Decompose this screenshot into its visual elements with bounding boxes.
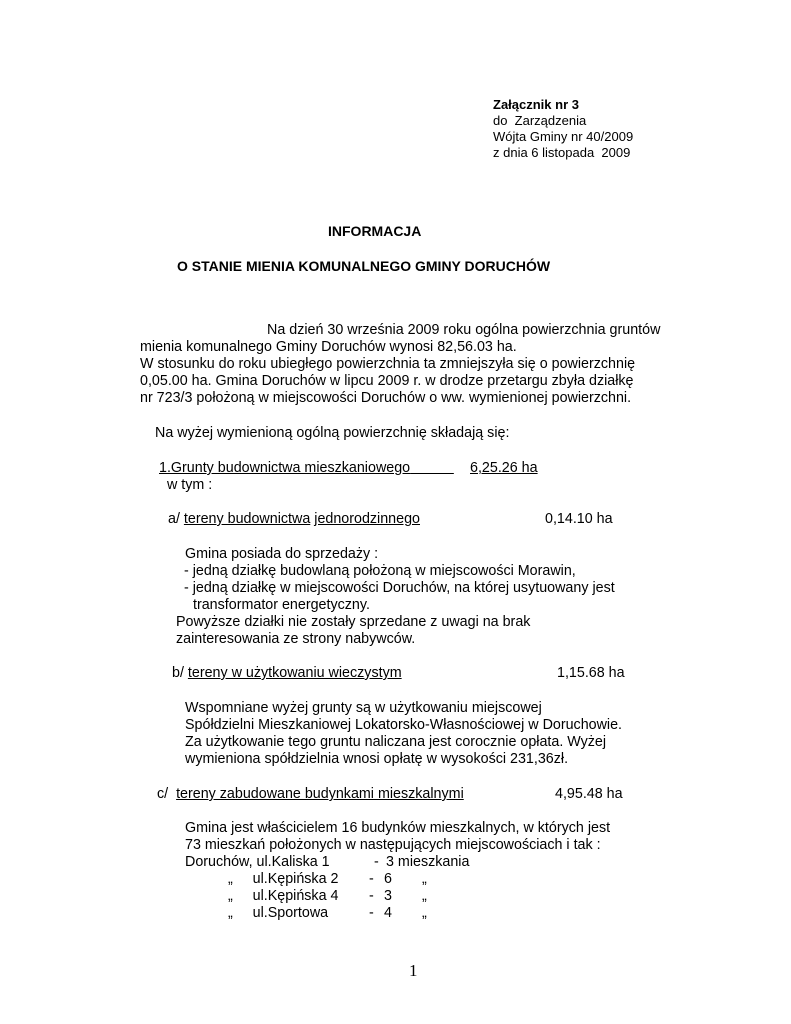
- document-subheading: O STANIE MIENIA KOMUNALNEGO GMINY DORUCHÓW: [177, 258, 551, 274]
- item-a-heading: [168, 511, 420, 528]
- apartment-row-place: Doruchów, ul.Kaliska 1: [185, 854, 330, 870]
- apartment-row-dash: -: [369, 871, 374, 887]
- apartment-row-ditto: „: [422, 871, 427, 887]
- item-b-line-3: Za użytkowanie tego gruntu naliczana jest corocznie opłata. Wyżej: [185, 734, 607, 750]
- apartment-row-place: „ ul.Sportowa: [228, 905, 329, 921]
- item-a-line-1: Gmina posiada do sprzedaży :: [185, 546, 379, 562]
- section-1-gap: [410, 460, 454, 476]
- item-a-label-1: tereny budownictwa: [183, 511, 311, 527]
- apartment-row-dash: -: [369, 888, 374, 904]
- item-c-line-2: 73 mieszkań położonych w następujących miejscowościach i tak :: [185, 837, 601, 853]
- item-a-prefix: a/: [168, 511, 184, 527]
- item-c-prefix: c/: [157, 786, 177, 802]
- item-a-line-3: - jedną działkę w miejscowości Doruchów, na której usytuowany jest: [184, 580, 615, 596]
- item-a-line-5: Powyższe działki nie zostały sprzedane z uwagi na brak: [176, 614, 531, 630]
- item-a-line-4: transformator energetyczny.: [193, 597, 370, 613]
- apartment-row-count: 3: [384, 888, 392, 904]
- summary-intro: Na wyżej wymienioną ogólną powierzchnię składają się:: [155, 425, 510, 441]
- item-c-line-1: Gmina jest właścicielem 16 budynków mieszkalnych, w których jest: [185, 820, 611, 836]
- item-b-heading: [172, 665, 402, 682]
- intro-line-4: 0,05.00 ha. Gmina Doruchów w lipcu 2009 r. w drodze przetargu zbyła działkę: [140, 373, 634, 389]
- item-a-label-2: jednorodzinnego: [314, 511, 420, 527]
- page-number: 1: [409, 961, 418, 980]
- document-heading: INFORMACJA: [328, 223, 422, 239]
- apartment-row-dash: -: [369, 905, 374, 921]
- section-1-sub: w tym :: [167, 477, 213, 493]
- apartment-row-count: 3 mieszkania: [386, 854, 470, 870]
- attachment-line-4: z dnia 6 listopada 2009: [493, 145, 631, 160]
- apartment-row-dash: -: [374, 854, 379, 870]
- item-c-value: 4,95.48 ha: [555, 786, 623, 802]
- apartment-row-place: „ ul.Kępińska 2: [228, 871, 339, 887]
- attachment-line-3: Wójta Gminy nr 40/2009: [493, 129, 634, 144]
- item-c-label: tereny zabudowane budynkami mieszkalnymi: [176, 786, 464, 802]
- item-b-prefix: b/: [172, 665, 188, 681]
- section-1-label: 1.Grunty budownictwa mieszkaniowego: [159, 460, 411, 476]
- section-1-value: 6,25.26 ha: [470, 460, 538, 476]
- item-a-line-6: zainteresowania ze strony nabywców.: [176, 631, 416, 647]
- apartment-row-ditto: „: [422, 905, 427, 921]
- intro-line-5: nr 723/3 położoną w miejscowości Doruchów o ww. wymienionej powierzchni.: [140, 390, 632, 406]
- apartment-row-count: 6: [384, 871, 392, 887]
- item-b-value: 1,15.68 ha: [557, 665, 625, 681]
- item-b-line-1: Wspomniane wyżej grunty są w użytkowaniu miejscowej: [185, 700, 542, 716]
- item-b-label: tereny w użytkowaniu wieczystym: [187, 665, 402, 681]
- intro-line-1: Na dzień 30 września 2009 roku ogólna powierzchnia gruntów: [267, 322, 661, 338]
- apartment-row-place: „ ul.Kępińska 4: [228, 888, 339, 904]
- item-c-heading: [157, 786, 464, 803]
- attachment-title: Załącznik nr 3: [493, 97, 579, 112]
- item-a-line-2: - jedną działkę budowlaną położoną w miejscowości Morawin,: [184, 563, 576, 579]
- section-1-heading: [159, 460, 454, 477]
- intro-line-3: W stosunku do roku ubiegłego powierzchnia ta zmniejszyła się o powierzchnię: [140, 356, 636, 372]
- item-b-line-2: Spółdzielni Mieszkaniowej Lokatorsko-Własnościowej w Doruchowie.: [185, 717, 623, 733]
- intro-line-2: mienia komunalnego Gminy Doruchów wynosi 82,56.03 ha.: [140, 339, 517, 355]
- apartment-row-count: 4: [384, 905, 392, 921]
- item-a-value: 0,14.10 ha: [545, 511, 613, 527]
- apartment-row-ditto: „: [422, 888, 427, 904]
- item-b-line-4: wymieniona spółdzielnia wnosi opłatę w wysokości 231,36zł.: [185, 751, 569, 767]
- attachment-line-2: do Zarządzenia: [493, 113, 587, 128]
